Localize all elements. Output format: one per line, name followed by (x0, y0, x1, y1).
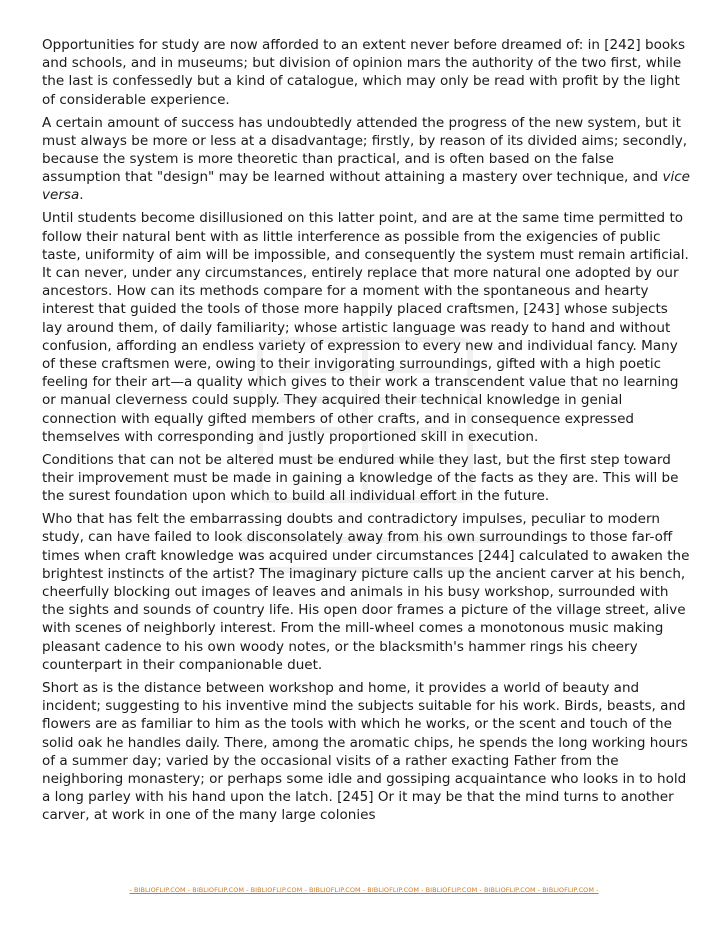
paragraph-text-end: . (79, 187, 84, 204)
body-text (42, 36, 690, 829)
paragraph-text: A certain amount of success has undoubtedly attended the progress of the new system, but it must always be more or less at a disadvantage; firstly, by reason of its divided aims; secondly, because the system is more theoretic than practical, and is often based on the false assumption that "design" may be learned without attaining a mastery over technique, and (42, 114, 688, 186)
paragraph: Until students become disillusioned on this latter point, and are at the same time permitted to follow their natural bent with as little interference as possible from the exigencies of public taste, uniformity of aim will be impossible, and consequently the system must remain artificial. It can never, under any circumstances, entirely replace that more natural one adopted by our ancestors. How can its methods compare for a moment with the spontaneous and hearty interest that guided the tools of those more happily placed craftsmen, [243] whose subjects lay around them, of daily familiarity; whose artistic language was ready to hand and without confusion, affording an endless variety of expression to every new and individual fancy. Many of these craftsmen were, owing to their invigorating surroundings, gifted with a high poetic feeling for their art—a quality which gives to their work a transcendent value that no learning or manual cleverness could supply. They acquired their technical knowledge in genial connection with equally gifted members of other crafts, and in consequence expressed themselves with corresponding and justly proportioned skill in execution. (42, 210, 689, 445)
paragraph: Opportunities for study are now afforded to an extent never before dreamed of: in [242] books and schools, and in museums; but division of opinion mars the authority of the two first, while the last is confessedly but a kind of catalogue, which may only be read with profit by the light of considerable experience. (42, 37, 686, 108)
footer-link[interactable]: - BIBLIOFLIP.COM - BIBLIOFLIP.COM - BIBLIOFLIP.COM - BIBLIOFLIP.COM - BIBLIOFLIP.COM - BIBLIOFLIP.COM - BIBLIOFLIP.COM - BIBLIOFLIP.COM - (129, 886, 599, 894)
paragraph: Who that has felt the embarrassing doubts and contradictory impulses, peculiar to modern study, can have failed to look disconsolately away from his own surroundings to those far-off times when craft knowledge was acquired under circumstances [244] calculated to awaken the brightest instincts of the artist? The imaginary picture calls up the ancient carver at his bench, cheerfully blocking out images of leaves and animals in his busy workshop, surrounded with the sights and sounds of country life. His open door frames a picture of the village street, alive with scenes of neighborly interest. From the mill-wheel comes a monotonous music making pleasant cadence to his own woody notes, or the blacksmith's hammer rings his cheery counterpart in their companionable duet. (42, 511, 690, 673)
paragraph: Short as is the distance between workshop and home, it provides a world of beauty and incident; suggesting to his inventive mind the subjects suitable for his work. Birds, beasts, and flowers are as familiar to him as the tools with which he works, or the scent and touch of the solid oak he handles daily. There, among the aromatic chips, he spends the long working hours of a summer day; varied by the occasional visits of a rather exacting Father from the neighboring monastery; or perhaps some idle and gossiping acquaintance who looks in to hold a long parley with his hand upon the latch. [245] Or it may be that the mind turns to another carver, at work in one of the many large colonies (42, 679, 688, 824)
footer (0, 886, 728, 894)
paragraph-italic (42, 114, 690, 205)
italic-phrase: vice versa (42, 169, 691, 204)
paragraph: Conditions that can not be altered must be endured while they last, but the first step toward their improvement must be made in gaining a knowledge of the facts as they are. This will be the surest foundation upon which to build all individual effort in the future. (42, 451, 679, 505)
